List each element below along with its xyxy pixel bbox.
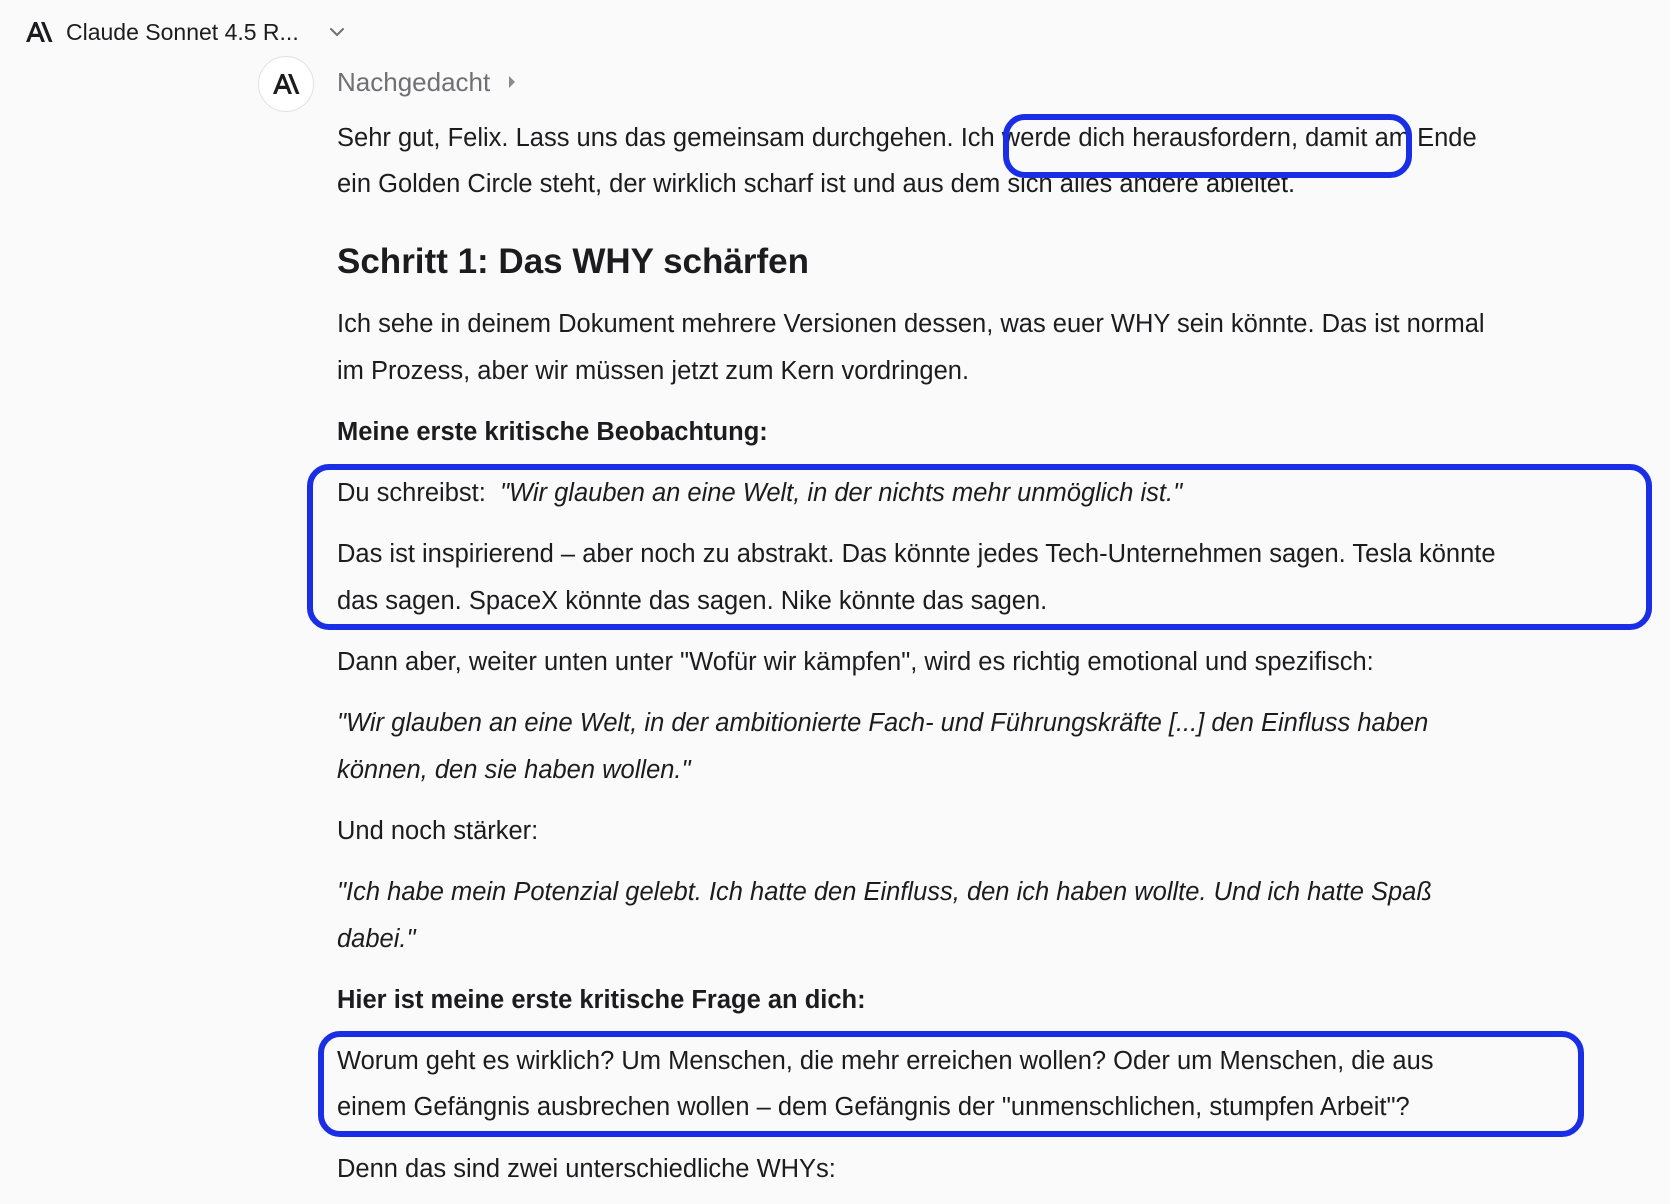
model-selector[interactable] bbox=[24, 14, 345, 50]
paragraph-1-line-1: Ich sehe in deinem Dokument mehrere Versionen dessen, was euer WHY sein könnte. Das ist normal bbox=[337, 310, 1485, 338]
question-heading: Hier ist meine erste kritische Frage an dich: bbox=[337, 986, 866, 1014]
anthropic-logo-icon bbox=[271, 73, 301, 95]
anthropic-logo-icon bbox=[24, 21, 54, 43]
highlighted-phrase: Ich werde dich herausfordern, bbox=[960, 124, 1299, 152]
section-heading: Schritt 1: Das WHY schärfen bbox=[337, 242, 809, 281]
quote-3-line-2: dabei." bbox=[337, 925, 416, 953]
paragraph-5: Denn das sind zwei unterschiedliche WHYs: bbox=[337, 1155, 836, 1183]
caret-right-icon bbox=[508, 75, 516, 89]
paragraph-4: Und noch stärker: bbox=[337, 817, 539, 845]
quote-2-line-1: "Wir glauben an eine Welt, in der ambitionierte Fach- und Führungskräfte [...] den Einfluss haben bbox=[337, 709, 1429, 737]
intro-line-1: Sehr gut, Felix. Lass uns das gemeinsam durchgehen. Ich werde dich herausfordern, damit am Ende bbox=[337, 124, 1477, 152]
model-name: Claude Sonnet 4.5 R... bbox=[66, 18, 299, 45]
question-line-1: Worum geht es wirklich? Um Menschen, die mehr erreichen wollen? Oder um Menschen, die aus bbox=[337, 1047, 1434, 1075]
paragraph-2-line-2: das sagen. SpaceX könnte das sagen. Nike könnte das sagen. bbox=[337, 587, 1048, 615]
thought-label: Nachgedacht bbox=[337, 66, 491, 97]
paragraph-2-line-1: Das ist inspirierend – aber noch zu abstrakt. Das könnte jedes Tech-Unternehmen sagen. Tesla könnte bbox=[337, 540, 1496, 568]
question-line-2: einem Gefängnis ausbrechen wollen – dem Gefängnis der "unmenschlichen, stumpfen Arbeit"? bbox=[337, 1093, 1410, 1121]
paragraph-3: Dann aber, weiter unten unter "Wofür wir kämpfen", wird es richtig emotional und spezifisch: bbox=[337, 648, 1374, 676]
quote-3-line-1: "Ich habe mein Potenzial gelebt. Ich hatte den Einfluss, den ich haben wollte. Und ich hatte Spaß bbox=[337, 878, 1432, 906]
assistant-avatar bbox=[258, 56, 314, 112]
thought-toggle[interactable] bbox=[337, 62, 516, 102]
observation-heading: Meine erste kritische Beobachtung: bbox=[337, 418, 768, 446]
chevron-down-icon[interactable] bbox=[329, 27, 345, 37]
quote-2-line-2: können, den sie haben wollen." bbox=[337, 756, 691, 784]
quote-1: Du schreibst: "Wir glauben an eine Welt, in der nichts mehr unmöglich ist." bbox=[337, 479, 1183, 507]
paragraph-1-line-2: im Prozess, aber wir müssen jetzt zum Kern vordringen. bbox=[337, 357, 970, 385]
intro-line-2: ein Golden Circle steht, der wirklich scharf ist und aus dem sich alles andere ableitet. bbox=[337, 170, 1296, 198]
